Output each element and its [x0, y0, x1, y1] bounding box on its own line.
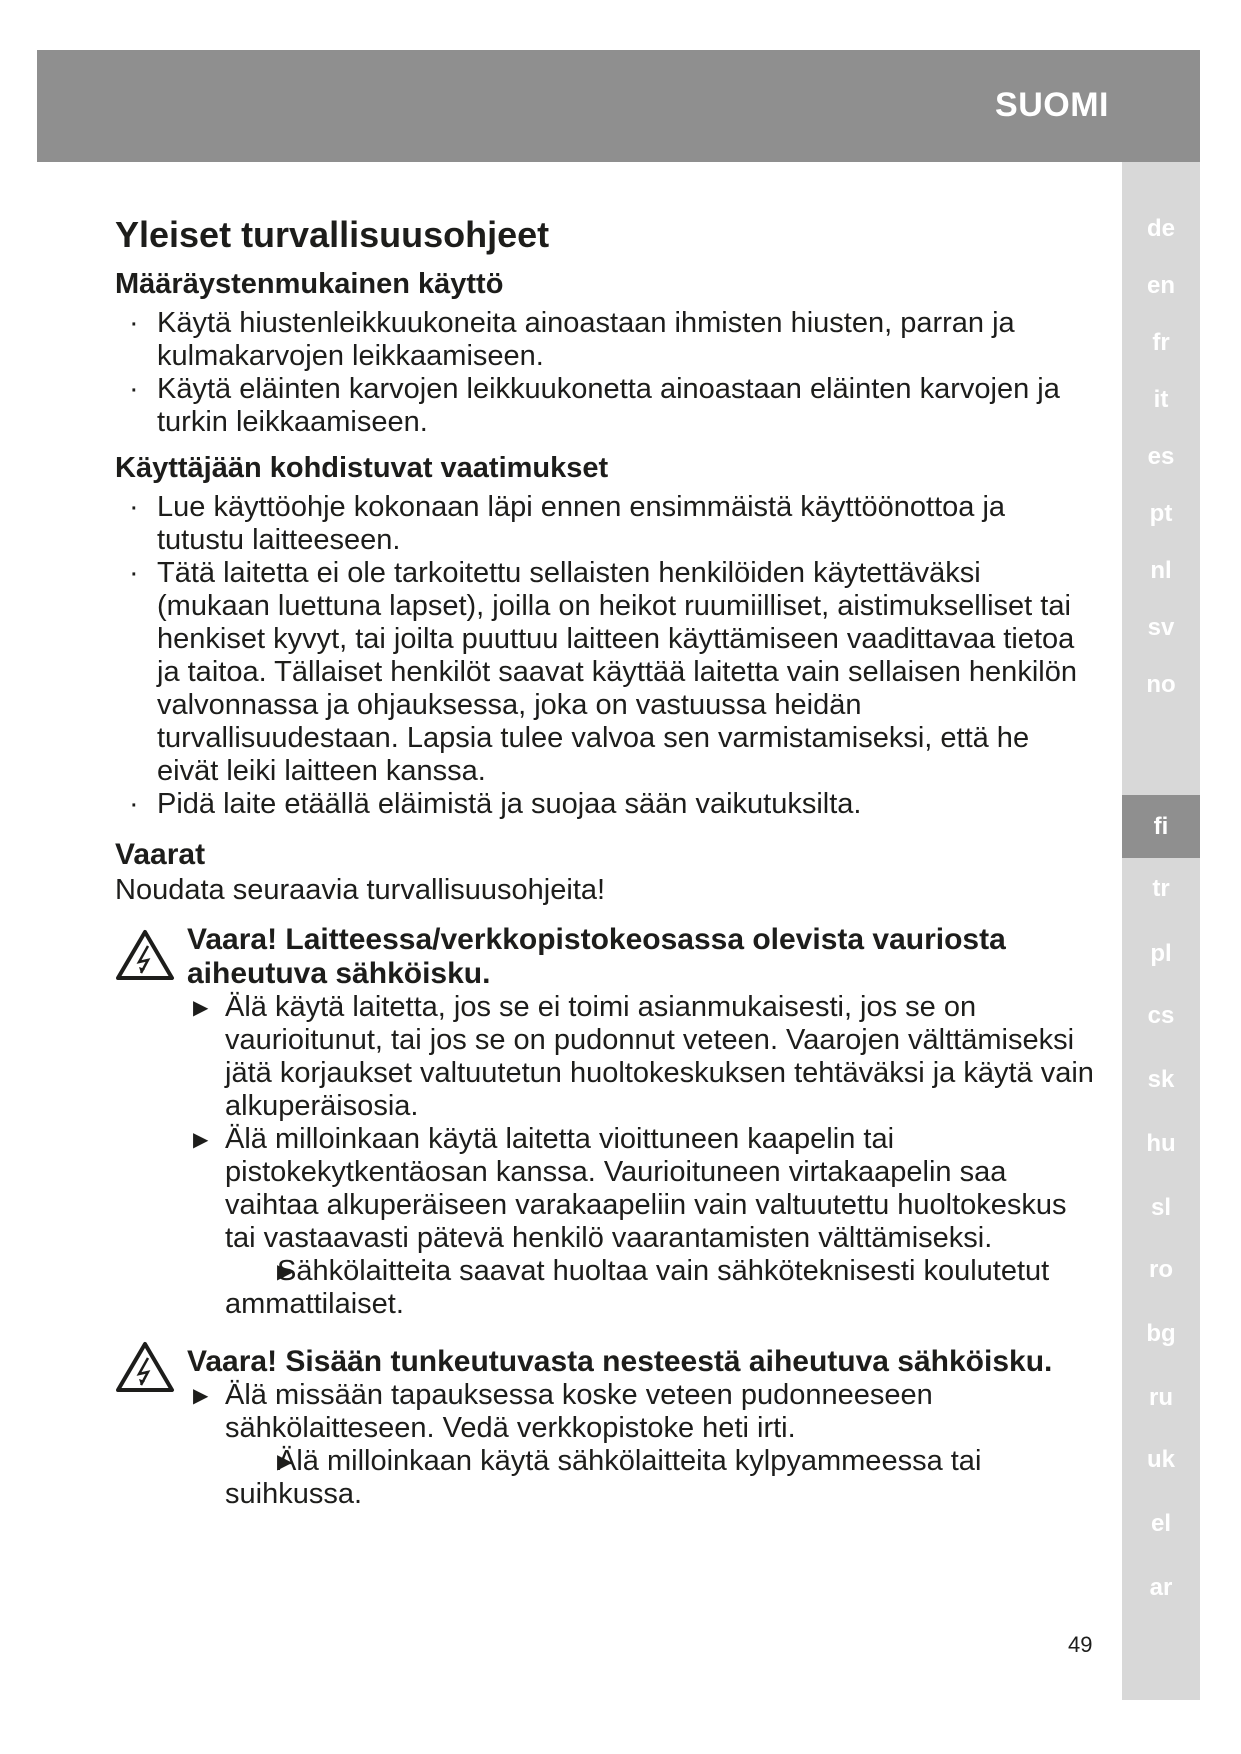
list-item: ▶ Älä milloinkaan käytä sähkölaitteita kylpyammeessa tai suihkussa.: [187, 1445, 1095, 1511]
sidebar-lang-de[interactable]: de: [1146, 215, 1175, 242]
electric-hazard-icon: [115, 929, 175, 981]
electric-hazard-icon: [115, 1341, 175, 1393]
sidebar-lang-sv[interactable]: sv: [1147, 614, 1175, 641]
sidebar-lang-sk[interactable]: sk: [1147, 1066, 1175, 1093]
section-heading-dangers: Vaarat: [115, 838, 206, 871]
section-heading-user-requirements: Käyttäjään kohdistuvat vaatimukset: [115, 452, 609, 484]
user-requirements-list: [115, 491, 1095, 821]
language-title: SUOMI: [995, 86, 1109, 124]
sidebar-lang-pt[interactable]: pt: [1149, 500, 1173, 527]
warning-damage-list: [187, 991, 1095, 1321]
list-item: · Pidä laite etäällä eläimistä ja suojaa sään vaikutuksilta.: [129, 788, 1095, 821]
sidebar-lang-uk[interactable]: uk: [1146, 1446, 1175, 1473]
warning-liquid-list: [187, 1379, 1095, 1511]
sidebar-lang-en[interactable]: en: [1146, 272, 1175, 299]
intended-use-list: [115, 307, 1095, 439]
sidebar-lang-ro[interactable]: ro: [1149, 1256, 1173, 1283]
sidebar-lang-fi[interactable]: fi: [1122, 795, 1200, 858]
sidebar-lang-pl[interactable]: pl: [1150, 940, 1172, 967]
list-item: · Käytä hiustenleikkuukoneita ainoastaan ihmisten hiusten, parran ja kulmakarvojen leikkaamiseen.: [129, 307, 1095, 373]
page-title: Yleiset turvallisuusohjeet: [115, 214, 550, 255]
section-heading-intended-use: Määräystenmukainen käyttö: [115, 268, 504, 300]
sidebar-lang-tr[interactable]: tr: [1152, 875, 1170, 902]
list-item: · Lue käyttöohje kokonaan läpi ennen ensimmäistä käyttöönottoa ja tutustu laitteeseen.: [129, 491, 1095, 557]
warning-block-liquid: [115, 1345, 1095, 1511]
sidebar-lang-sl[interactable]: sl: [1150, 1194, 1171, 1221]
page-number: 49: [1068, 1632, 1093, 1657]
sidebar-lang-nl[interactable]: nl: [1150, 557, 1172, 584]
sidebar-lang-fr[interactable]: fr: [1152, 329, 1170, 356]
sidebar-lang-el[interactable]: el: [1150, 1510, 1171, 1537]
list-item: · Tätä laitetta ei ole tarkoitettu sellaisten henkilöiden käytettäväksi (mukaan luettuna lapset), joilla on heikot ruumiilliset, aistimukselliset tai henkiset kyvyt, tai joilta puuttuu laitteen käyttämiseen vaadittavaa tietoa ja taitoa. Tällaiset henkilöt saavat käyttää laitetta vain sellaisen henkilön valvonnassa ja ohjauksessa, joka on vastuussa heidän turvallisuudestaan. Lapsia tulee valvoa sen varmistamiseksi, että he eivät leiki laitteen kanssa.: [129, 557, 1095, 788]
sidebar-lang-es[interactable]: es: [1147, 443, 1175, 470]
list-item: ▶ Sähkölaitteita saavat huoltaa vain sähköteknisesti koulutetut ammattilaiset.: [187, 1255, 1095, 1321]
list-item: ▶ Älä missään tapauksessa koske veteen pudonneeseen sähkölaitteseen. Vedä verkkopistoke heti irti.: [187, 1379, 1095, 1445]
dangers-intro: Noudata seuraavia turvallisuusohjeita!: [115, 874, 606, 906]
sidebar-lang-bg[interactable]: bg: [1146, 1320, 1176, 1347]
warning-title-liquid: Vaara! Sisään tunkeutuvasta nesteestä aiheutuva sähköisku.: [187, 1345, 1053, 1378]
list-item: ▶ Älä milloinkaan käytä laitetta vioittuneen kaapelin tai pistokekytkentäosan kanssa. Vaurioituneen virtakaapelin saa vaihtaa alkuperäiseen varakaapeliin vain valtuutettu huoltokeskus tai vastaavasti pätevä henkilö vaarantamisten välttämiseksi.: [187, 1123, 1095, 1255]
list-item: ▶ Älä käytä laitetta, jos se ei toimi asianmukaisesti, jos se on vaurioitunut, tai jos se on pudonnut veteen. Vaarojen välttämiseksi jätä korjaukset valtuutetun huoltokeskuksen tehtäväksi ja käytä vain alkuperäisosia.: [187, 991, 1095, 1123]
list-item: · Käytä eläinten karvojen leikkuukonetta ainoastaan eläinten karvojen ja turkin leikkaamiseen.: [129, 373, 1095, 439]
sidebar-lang-cs[interactable]: cs: [1147, 1002, 1175, 1029]
main-content: [115, 215, 1095, 1535]
sidebar-lang-ru[interactable]: ru: [1149, 1384, 1173, 1411]
sidebar-lang-ar[interactable]: ar: [1149, 1574, 1173, 1601]
warning-title-damage: Vaara! Laitteessa/verkkopistokeosassa olevista vauriosta aiheutuva sähköisku.: [187, 923, 1006, 990]
sidebar-lang-hu[interactable]: hu: [1146, 1130, 1176, 1157]
warning-block-damage: [115, 923, 1095, 1321]
sidebar-lang-no[interactable]: no: [1146, 671, 1176, 698]
sidebar-lang-it[interactable]: it: [1153, 386, 1169, 413]
